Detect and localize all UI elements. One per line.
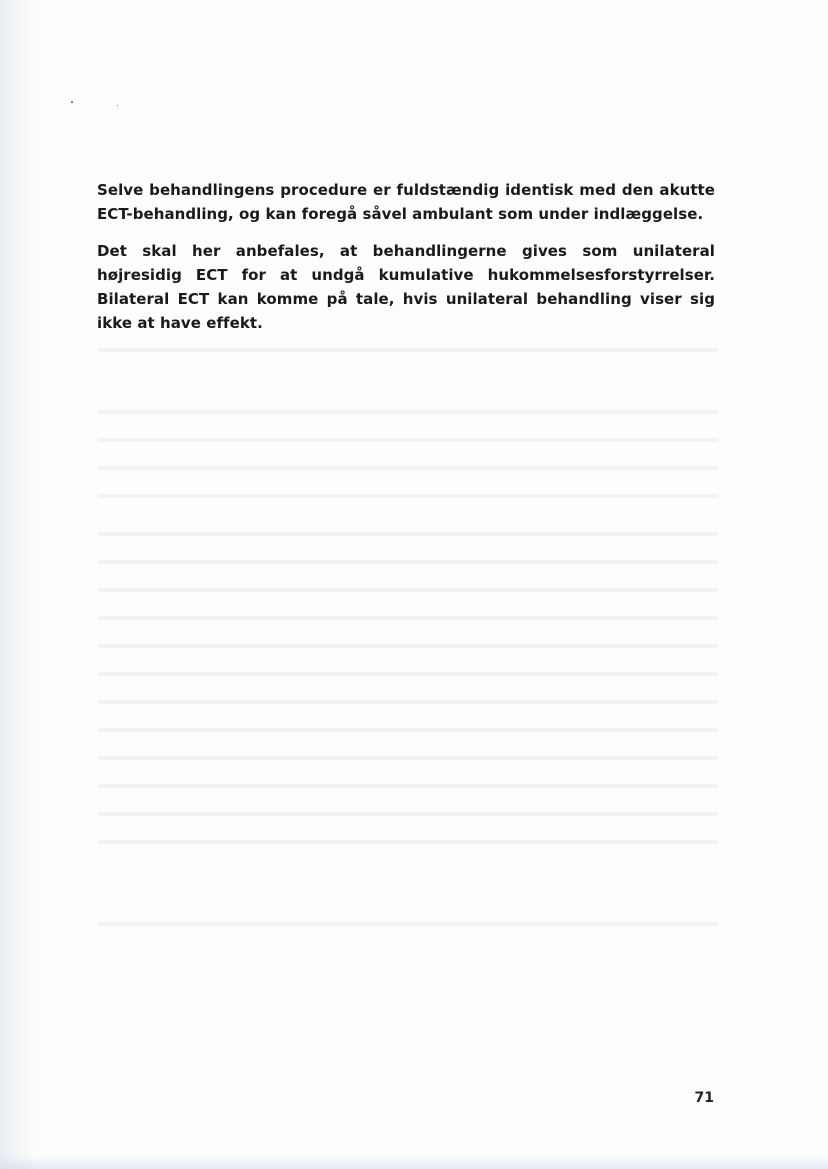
page-number: 71 xyxy=(694,1090,714,1106)
bleed-through-line xyxy=(98,922,718,926)
scan-speck xyxy=(117,105,118,106)
bleed-through-line xyxy=(98,348,718,352)
bleed-through-line xyxy=(98,466,718,470)
bleed-through-line xyxy=(98,812,718,816)
bleed-through-line xyxy=(98,840,718,844)
bleed-through-line xyxy=(98,784,718,788)
paragraph-procedure: Selve behandlingens procedure er fuldstændig identisk med den akutte ECT-behandling, og kan foregå såvel ambulant som under indlæggelse. xyxy=(97,181,715,223)
bleed-through-line xyxy=(98,700,718,704)
bleed-through-line xyxy=(98,672,718,676)
bleed-through-line xyxy=(98,438,718,442)
bleed-through-line xyxy=(98,410,718,414)
bleed-through-line xyxy=(98,588,718,592)
bleed-through-line xyxy=(98,756,718,760)
body-text xyxy=(97,178,715,335)
bleed-through-line xyxy=(98,644,718,648)
bleed-through-line xyxy=(98,532,718,536)
bleed-through-line xyxy=(98,560,718,564)
scan-shadow-bottom xyxy=(0,1155,828,1169)
bleed-through-line xyxy=(98,728,718,732)
paragraph-recommendation: Det skal her anbefales, at behandlingerne gives som unilateral højresidig ECT for at undgå kumulative hukommelsesforstyrrelser. Bilateral ECT kan komme på tale, hvis unilateral behandling viser sig ikke at have effekt. xyxy=(97,242,715,332)
scan-speck xyxy=(71,101,73,103)
scan-shadow-left xyxy=(0,0,36,1169)
bleed-through-line xyxy=(98,616,718,620)
bleed-through-line xyxy=(98,494,718,498)
